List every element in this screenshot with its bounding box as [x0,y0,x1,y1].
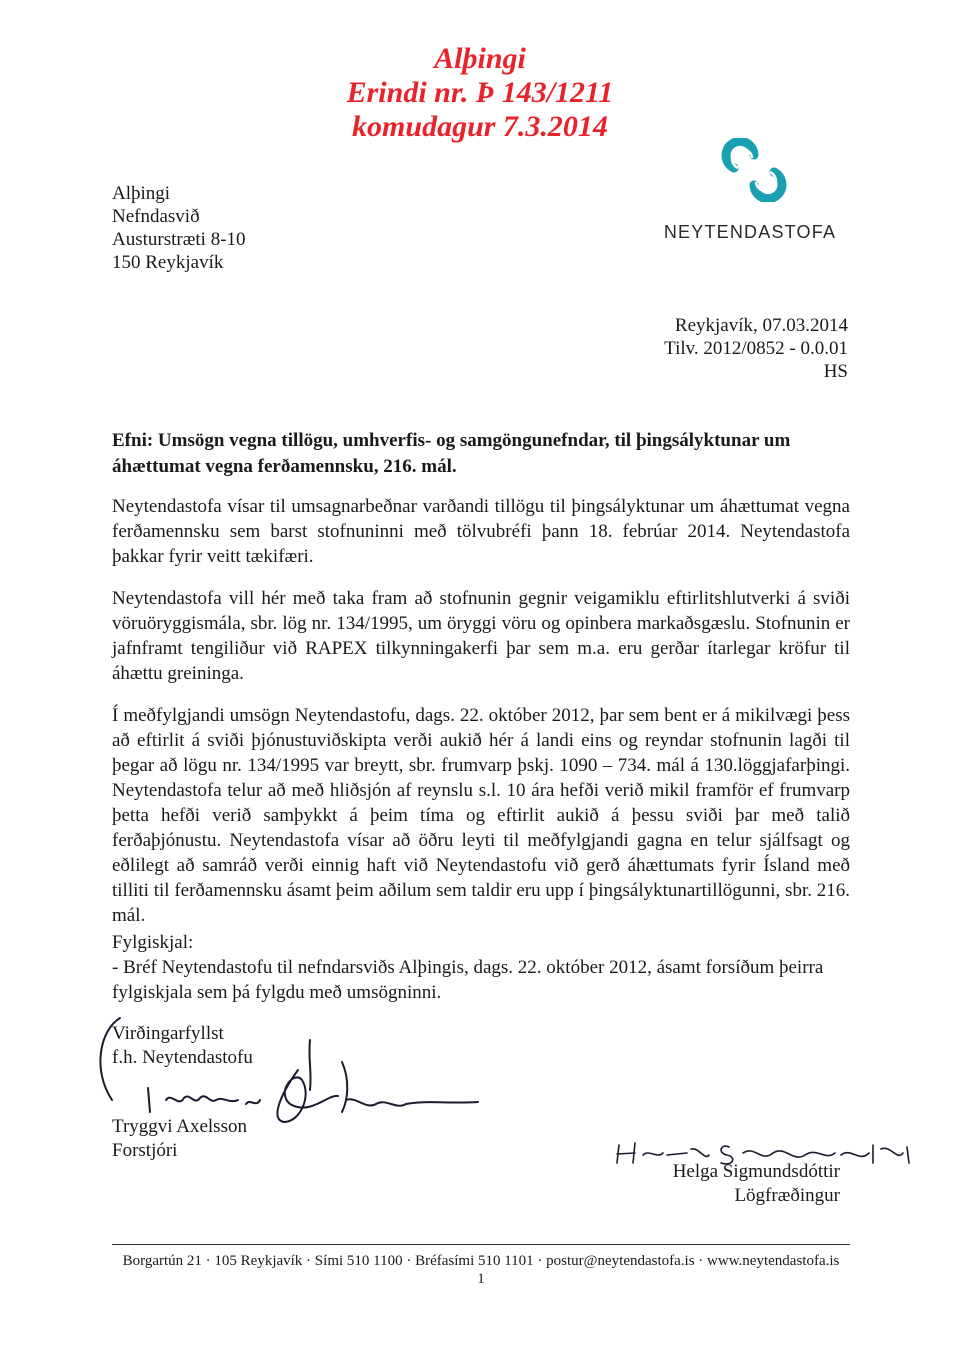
recipient-line: Austurstræti 8-10 [112,229,246,250]
recipient-line: 150 Reykjavík [112,252,224,273]
place-date: Reykjavík, 07.03.2014 [674,315,848,336]
body-paragraph: Neytendastofa vísar til umsagnarbeðnar varðandi tillögu til þingsályktunar um áhættumat vegna ferðamennsku sem barst stofnuninni með tölvubréfi þann 18. febrúar 2014. Neytendastofa þakkar fyrir veitt tækifæri. [112,496,850,567]
signatory-left [112,1115,247,1163]
closing-on-behalf: f.h. Neytendastofu [112,1047,253,1068]
stamp-line-1: Alþingi [434,42,526,75]
signatory-title: Forstjóri [112,1140,178,1161]
recipient-line: Alþingi [112,183,171,204]
page-number: 1 [477,1271,485,1287]
letter-meta [664,314,848,383]
letter-subject: Efni: Umsögn vegna tillögu, umhverfis- og samgöngunefndar, til þingsályktunar um áhættumat vegna ferðamennsku, 216. mál. [112,430,791,477]
recipient-line: Nefndasvið [112,206,200,227]
attachment-heading: Fylgiskjal: [112,932,194,953]
footer-contact: Borgartún 21 · 105 Reykjavík · Sími 510 1100 · Bréfasími 510 1101 · postur@neytendastofa.is · www.neytendastofa.is [122,1253,840,1269]
author-initials: HS [823,361,848,382]
stamp-line-3: komudagur 7.3.2014 [352,110,608,143]
received-stamp [270,42,690,144]
body-paragraph: Í meðfylgjandi umsögn Neytendastofu, dags. 22. október 2012, þar sem bent er á mikilvægi þess að eftirlit á sviði þjónustuviðskipta verði aukið hér á landi eins og reyndar stofnunin lagði til þegar að lögu nr. 134/1995 var breytt, sbr. frumvarp þskj. 1090 – 734. mál á 130.löggjafarþingi. Neytendastofa telur að með hliðsjón af reynslu s.l. 10 ára hefði verið mikil framför ef frumvarp þetta hefði verið samþykkt á þeim tíma og eftirlit aukið á þessu sviði þar með talið ferðaþjónustu. Neytendastofa vísar að öðru leyti til meðfylgjandi gagna en telur sjálfsagt og eðlilegt að samráð verði einnig haft við Neytendastofu við gerð áhættumats fyrir Ísland með tilliti til ferðamennsku ásamt þeim aðilum sem taldir eru upp í þingsályktunartillögunni, sbr. 216. mál. [112,705,850,926]
signatory-name: Tryggvi Axelsson [112,1116,247,1137]
signatory-right [673,1160,840,1208]
recipient-address [112,182,246,274]
signatory-title: Lögfræðingur [734,1185,840,1206]
body-paragraph: Neytendastofa vill hér með taka fram að stofnunin gegnir veigamiklu eftirlitshlutverki á sviði vöruöryggismála, sbr. lög nr. 134/1995, um öryggi vöru og opinbera markaðsgæslu. Stofnunin er jafnframt tengiliður við RAPEX tilkynningakerfi þar sem m.a. eru gerðar ítarlegar kröfur til áhættu greininga. [112,588,850,684]
attachment-section [112,930,852,1005]
signatory-name: Helga Sigmundsdóttir [672,1161,840,1182]
attachment-item: - Bréf Neytendastofu til nefndarsviðs Alþingis, dags. 22. október 2012, ásamt forsíðum þeirra fylgiskjala sem þá fylgdu með umsögninni. [112,957,824,1003]
stamp-line-2: Erindi nr. Þ 143/1211 [346,76,614,109]
closing-salutation: Virðingarfyllst [112,1023,224,1044]
footer-divider [112,1244,850,1245]
logo-wordmark: NEYTENDASTOFA [663,222,837,242]
reference-number: Tilv. 2012/0852 - 0.0.01 [664,338,848,359]
neytendastofa-logo-icon [720,138,788,202]
